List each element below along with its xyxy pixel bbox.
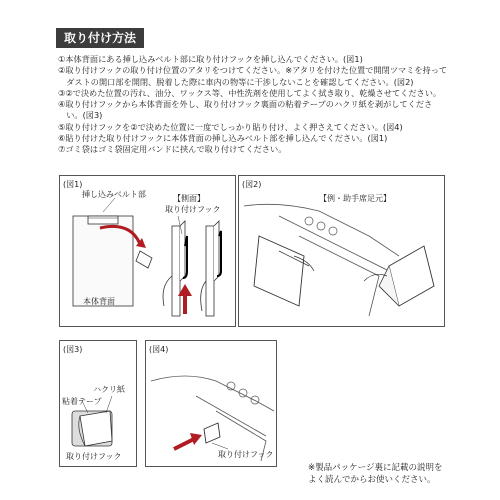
release-paper-label: ハクリ紙 xyxy=(93,385,125,394)
figure-3 xyxy=(59,340,137,467)
step-5: ⑤取り付けフックを②で決めた位置に一度でしっかり貼り付け、よく押さえてください。(図4) xyxy=(58,121,403,132)
step-2-cont: ダストの開口部を開閉、脱着した際に車内の物等に干渉しないことを確認してください。(図2) xyxy=(58,76,414,87)
adhesive-tape-label: 粘着テープ xyxy=(62,397,102,406)
back-panel-label: 本体背面 xyxy=(83,297,115,306)
step-2: ②取り付けフックの取り付け位置のアタリをつけてください。※アタリを付けた位置で開閉ツマミを持って xyxy=(58,65,448,76)
figure-2-label: (図2) xyxy=(242,180,262,189)
note-line-2: よく読んでからお使いください。 xyxy=(308,475,436,485)
section-title: 取り付け方法 xyxy=(56,28,144,48)
example-location-label: 【例・助手席足元】 xyxy=(319,194,391,203)
figure-3-hook-label: 取り付けフック xyxy=(66,452,122,461)
package-note xyxy=(308,462,478,486)
instruction-steps xyxy=(58,54,468,156)
figure-4-illustration xyxy=(146,341,276,466)
figure-3-label: (図3) xyxy=(63,345,83,354)
note-line-1: ※製品パッケージ裏に記載の説明を xyxy=(308,463,443,473)
step-7: ⑦ゴミ袋はゴミ袋固定用バンドに挟んで取り付けてください。 xyxy=(58,144,287,155)
figure-4 xyxy=(145,340,277,467)
step-3: ③②で決めた位置の汚れ、油分、ワックス等、中性洗剤を使用してよく拭き取り、乾燥させてください。 xyxy=(58,87,442,98)
step-4-cont: い。(図3) xyxy=(58,110,103,121)
figure-1 xyxy=(59,175,236,327)
figure-4-label: (図4) xyxy=(149,345,169,354)
step-1: ①本体背面にある挿し込みベルト部に取り付けフックを挿し込んでください。(図1) xyxy=(58,54,363,64)
step-6: ⑥貼り付けた取り付けフックに本体背面の挿し込みベルト部を挿し込んでください。(図1) xyxy=(58,133,388,144)
figure-2 xyxy=(238,175,445,327)
step-4: ④取り付けフックから本体背面を外し、取り付けフック裏面の粘着テープのハクリ紙を剥がしてくださ xyxy=(58,99,433,110)
belt-label: 挿し込みベルト部 xyxy=(82,190,146,199)
figure-1-label: (図1) xyxy=(63,180,83,189)
side-view-label: 【側面】 xyxy=(173,194,205,203)
figure-1-hook-label: 取り付けフック xyxy=(165,205,221,214)
figure-4-hook-label: 取り付けフック xyxy=(218,450,274,459)
